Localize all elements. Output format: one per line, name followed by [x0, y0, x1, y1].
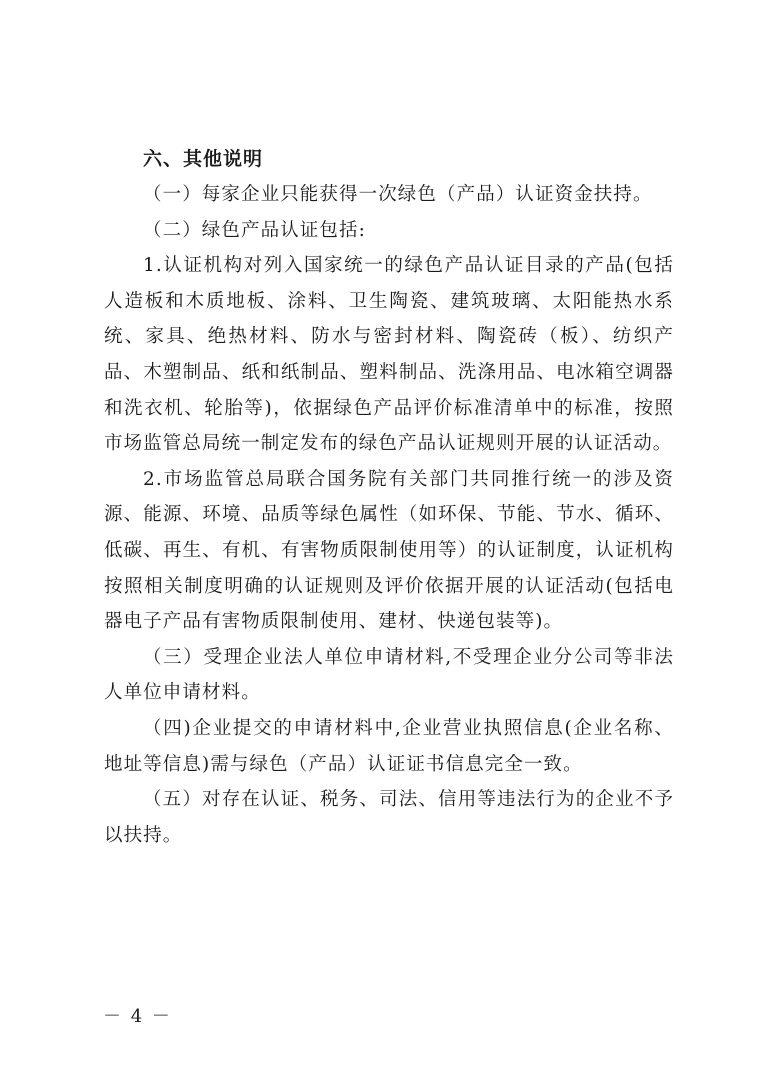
- document-body: [104, 141, 674, 853]
- section-heading: 六、其他说明: [143, 148, 264, 170]
- paragraph-1: （一）每家企业只能获得一次绿色（产品）认证资金扶持。: [143, 184, 653, 205]
- paragraph-5: （三）受理企业法人单位申请材料,不受理企业分公司等非法人单位申请材料。: [104, 646, 674, 704]
- paragraph-4: 2.市场监管总局联合国务院有关部门共同推行统一的涉及资源、能源、环境、品质等绿色属性（如环保、节能、节水、循环、低碳、再生、有机、有害物质限制使用等）的认证制度，认证机构按照相关制度明确的认证规则及评价依据开展的认证活动(包括电器电子产品有害物质限制使用、建材、快递包装等)。: [104, 468, 674, 633]
- paragraph-6: （四)企业提交的申请材料中,企业营业执照信息(企业名称、地址等信息)需与绿色（产品）认证证书信息完全一致。: [104, 717, 674, 775]
- page-number: － 4 －: [103, 1006, 172, 1027]
- paragraph-2: （二）绿色产品认证包括:: [143, 219, 366, 241]
- paragraph-7: （五）对存在认证、税务、司法、信用等违法行为的企业不予以扶持。: [104, 789, 674, 846]
- paragraph-3: 1.认证机构对列入国家统一的绿色产品认证目录的产品(包括人造板和木质地板、涂料、卫生陶瓷、建筑玻璃、太阳能热水系统、家具、绝热材料、防水与密封材料、陶瓷砖（板）、纺织产品、木塑制品、纸和纸制品、塑料制品、洗涤用品、电冰箱空调器和洗衣机、轮胎等)，依据绿色产品评价标准清单中的标准，按照市场监管总局统一制定发布的绿色产品认证规则开展的认证活动。: [104, 255, 674, 455]
